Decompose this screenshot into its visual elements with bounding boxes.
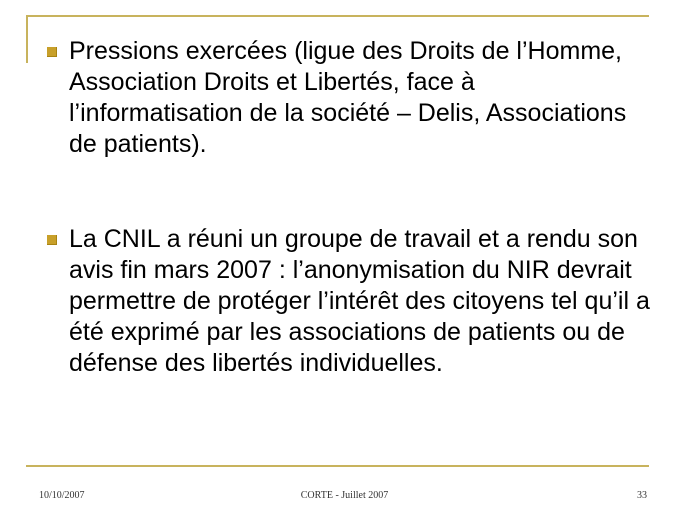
square-bullet-icon <box>47 47 57 57</box>
left-accent-line <box>26 15 28 63</box>
slide-page-number: 33 <box>637 490 647 501</box>
footer-date: 10/10/2007 <box>39 490 85 501</box>
bullet-text-cnil: La CNIL a réuni un groupe de travail et a rendu son avis fin mars 2007 : l’anonymisation du NIR devrait permettre de protéger l’intérêt des citoyens tel qu’il a été exprimé par les associations de patients ou de défense des libertés individuelles. <box>69 225 650 377</box>
bullet-item-cnil <box>45 224 650 379</box>
footer-presentation-title: CORTE - Juillet 2007 <box>300 490 389 501</box>
bullet-item-pressures <box>45 36 650 160</box>
top-accent-line <box>26 15 649 17</box>
bullet-text-pressures: Pressions exercées (ligue des Droits de l’Homme, Association Droits et Libertés, face à l’informatisation de la société – Delis, Associations de patients). <box>69 37 627 158</box>
slide-bullet-list <box>45 36 650 379</box>
footer-accent-line <box>26 465 649 467</box>
square-bullet-icon <box>47 235 57 245</box>
